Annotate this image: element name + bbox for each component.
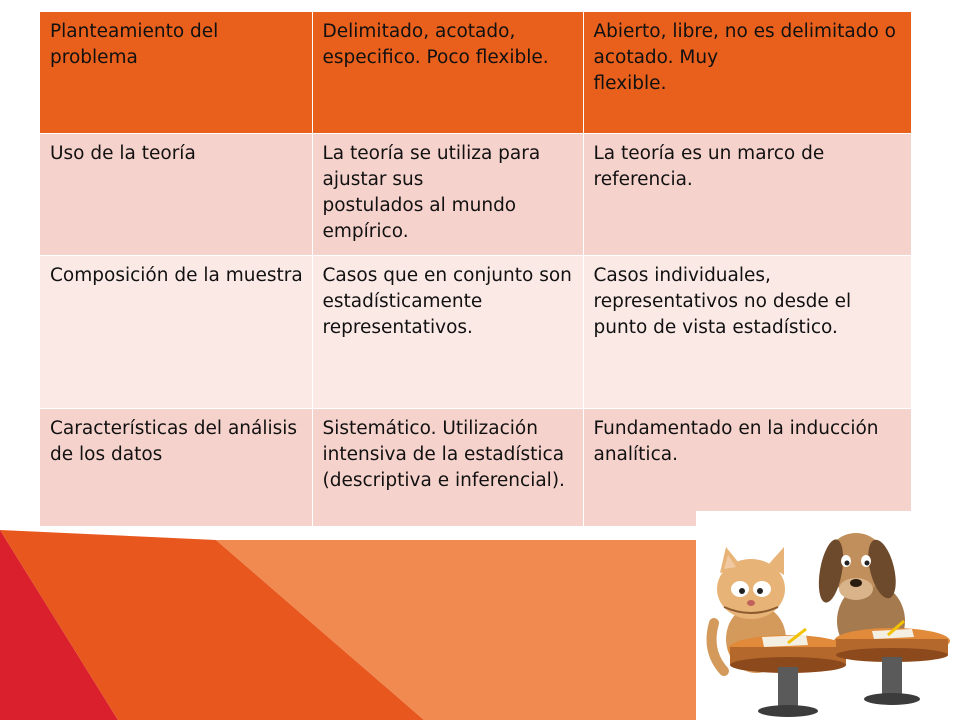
cell-text: La teoría se utiliza para ajustar sus postulados al mundo empírico.: [322, 143, 541, 242]
table-cell: [583, 12, 911, 134]
table-cell: [583, 256, 911, 409]
cell-text: Delimitado, acotado, especifico. Poco flexible.: [322, 21, 549, 68]
table-row: [40, 409, 911, 527]
cell-text: Planteamiento del problema: [50, 21, 219, 68]
table-cell: [583, 134, 911, 256]
cell-text: Fundamentado en la inducción analítica.: [593, 418, 879, 465]
cell-text: Composición de la muestra: [50, 265, 303, 286]
table-cell: [583, 409, 911, 527]
cell-text: Sistemático. Utilización intensiva de la estadística (descriptiva e inferencial).: [322, 418, 565, 491]
table-row: [40, 134, 911, 256]
table-row: [40, 256, 911, 409]
cell-text: Uso de la teoría: [50, 143, 196, 164]
cell-text: La teoría es un marco de referencia.: [593, 143, 825, 190]
table-cell: [312, 134, 583, 256]
table-cell: [40, 12, 312, 134]
comparison-table: [40, 12, 911, 527]
table-cell: [40, 134, 312, 256]
cell-text: Características del análisis de los datos: [50, 418, 298, 465]
table-row-header: [40, 12, 911, 134]
table-cell: [40, 256, 312, 409]
cat-and-dog-studying-icon: [696, 511, 960, 720]
table-cell: [312, 409, 583, 527]
table-cell: [312, 256, 583, 409]
cell-text: Casos que en conjunto son estadísticamente representativos.: [322, 265, 572, 338]
table-cell: [40, 409, 312, 527]
cell-text: Casos individuales, representativos no desde el punto de vista estadístico.: [593, 265, 852, 338]
cell-text: Abierto, libre, no es delimitado o acotado. Muy flexible.: [593, 21, 896, 94]
table-cell: [312, 12, 583, 134]
